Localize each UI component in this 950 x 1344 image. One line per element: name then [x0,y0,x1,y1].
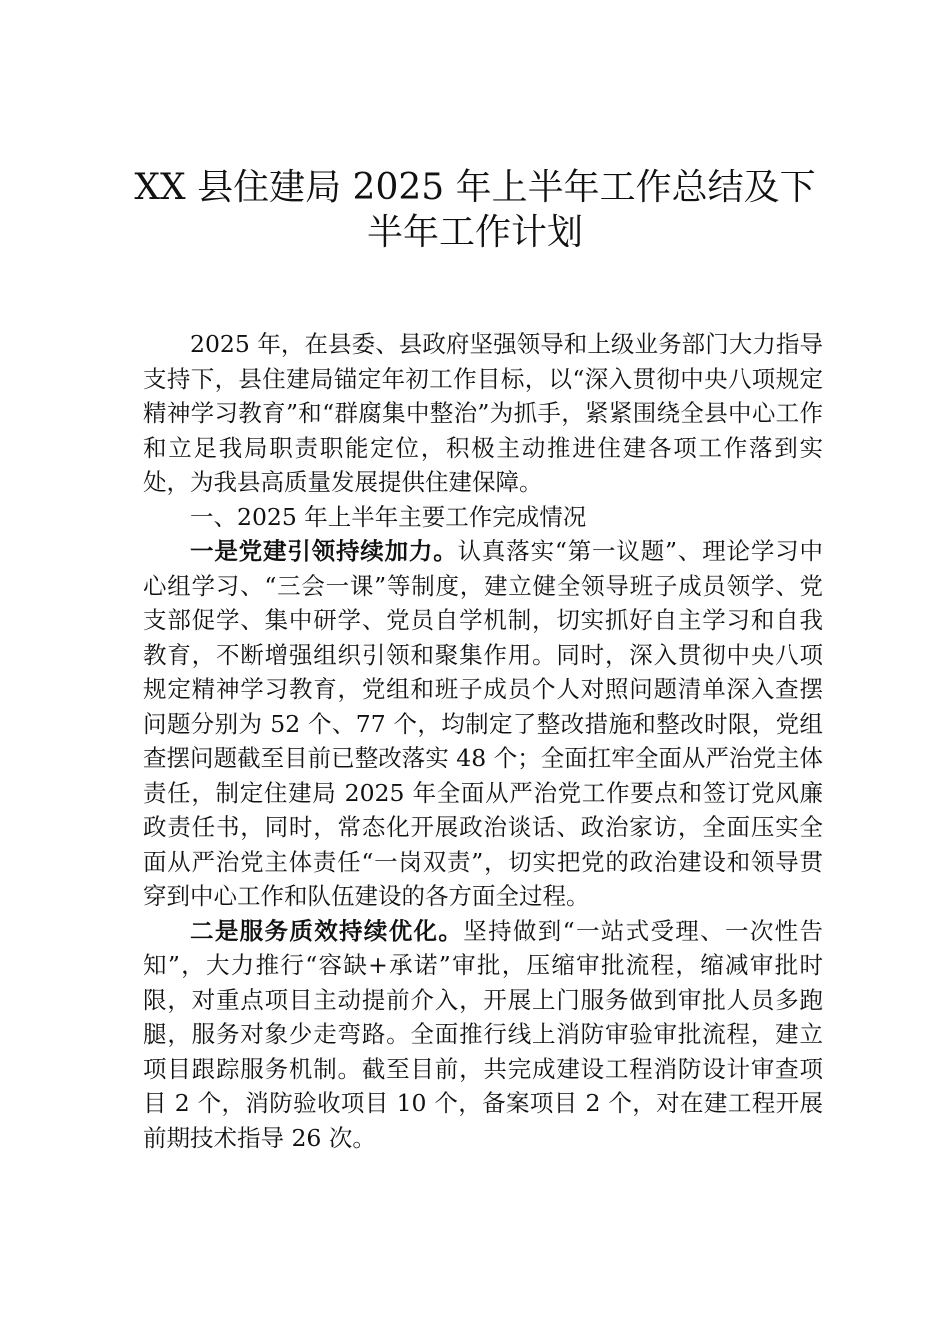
item-1-text: 认真落实“第一议题”、理论学习中心组学习、“三会一课”等制度，建立健全领导班子成员领学、党支部促学、集中研学、党员自学机制，切实抓好自主学习和自我教育，不断增强组织引领和聚集作用。同时，深入贯彻中央八项规定精神学习教育，党组和班子成员个人对照问题清单深入查摆问题分别为 52 个、77 个，均制定了整改措施和整改时限，党组查摆问题截至目前已整改落实 48 个；全面扛牢全面从严治党主体责任，制定住建局 2025 年全面从严治党工作要点和签订党风廉政责任书，同时，常态化开展政治谈话、政治家访，全面压实全面从严治党主体责任“一岗双责”，切实把党的政治建设和领导贯穿到中心工作和队伍建设的各方面全过程。 [143,537,824,910]
item-2-lead: 二是服务质效持续优化。 [190,916,464,945]
item-1-lead: 一是党建引领持续加力。 [190,537,458,565]
document-body [143,327,823,1155]
item-2-text: 坚持做到“一站式受理、一次性告知”，大力推行“容缺+承诺”审批，压缩审批流程，缩减审批时限，对重点项目主动提前介入，开展上门服务做到审批人员多跑腿，服务对象少走弯路。全面推行线上消防审验审批流程，建立项目跟踪服务机制。截至目前，共完成建设工程消防设计审查项目 2 个，消防验收项目 10 个，备案项目 2 个，对在建工程开展前期技术指导 26 次。 [143,916,823,1152]
document-title-line-2: 半年工作计划 [366,212,583,253]
item-1-paragraph [143,534,823,914]
section-1-heading: 一、2025 年上半年主要工作完成情况 [190,502,587,531]
item-2-paragraph [143,914,823,1156]
document-title-line-1: XX 县住建局 2025 年上半年工作总结及下 [134,167,816,208]
intro-paragraph: 2025 年，在县委、县政府坚强领导和上级业务部门大力指导支持下，县住建局锚定年初工作目标，以“深入贯彻中央八项规定精神学习教育”和“群腐集中整治”为抓手，紧紧围绕全县中心工作和立足我局职责职能定位，积极主动推进住建各项工作落到实处，为我县高质量发展提供住建保障。 [143,330,823,496]
